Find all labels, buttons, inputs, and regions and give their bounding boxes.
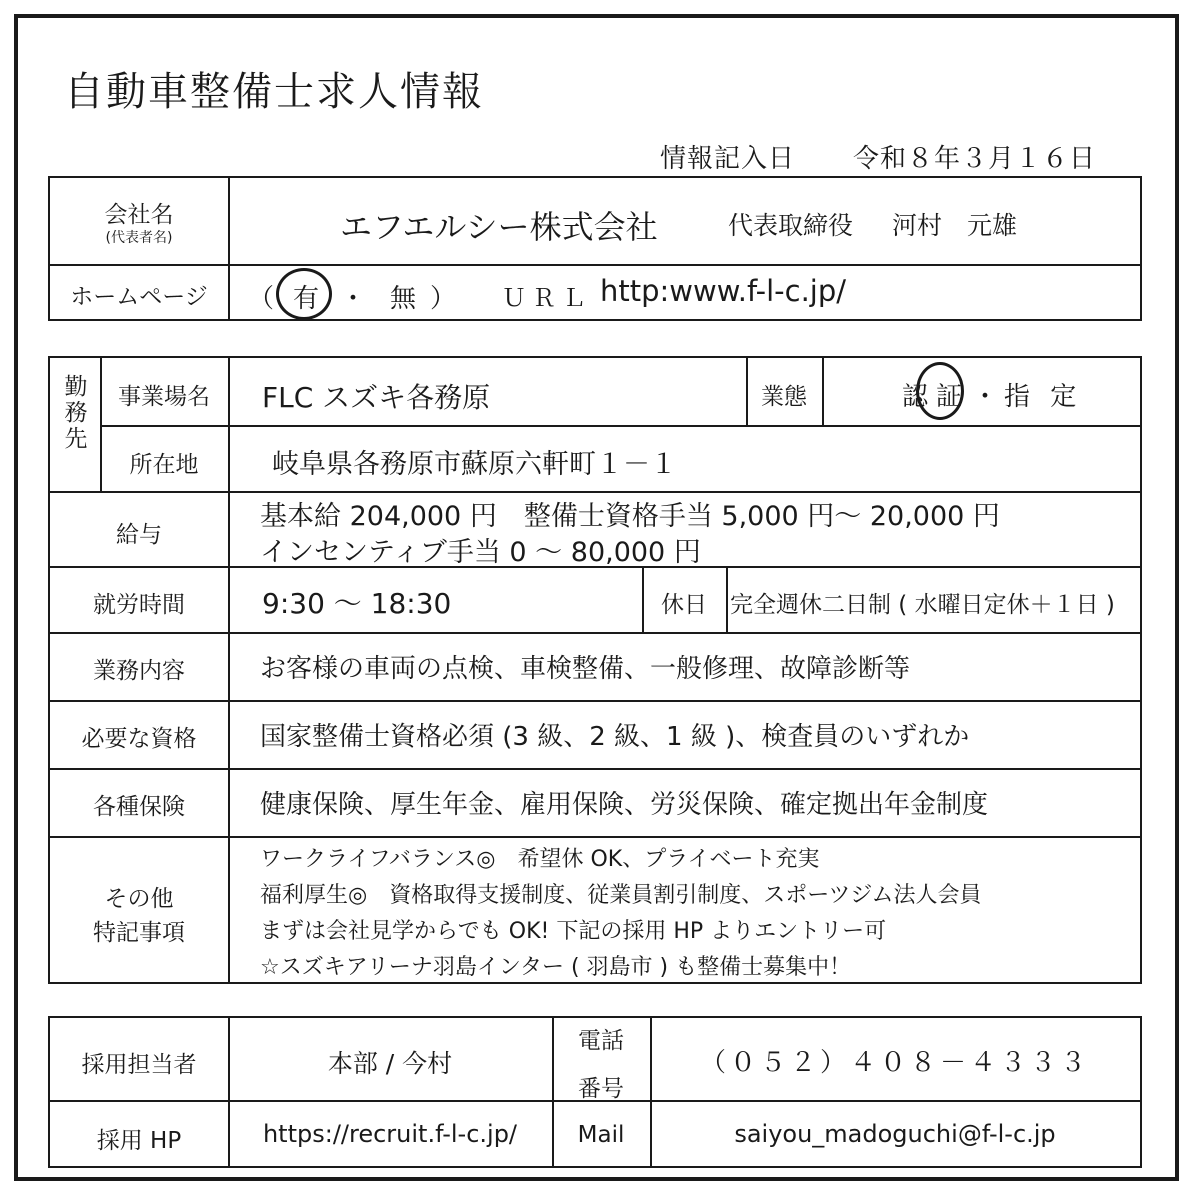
phone-label-line-1: 電話 (578, 1028, 624, 1054)
page-title: 自動車整備士求人情報 (64, 69, 484, 115)
homepage-url[interactable]: http:www.f-l-c.jp/ (600, 274, 847, 308)
qualification-label: 必要な資格 (81, 726, 197, 752)
selected-circle-mark (916, 362, 964, 420)
business-type-designated: 指 定 (1004, 382, 1083, 412)
company-name-sublabel: (代表者名) (105, 230, 173, 246)
notes-label-line-2: 特記事項 (93, 920, 185, 946)
entry-date-label: 情報記入日 (660, 144, 796, 174)
contact-table (48, 1016, 1142, 1168)
working-hours: 9:30 ～ 18:30 (262, 587, 452, 620)
phone-number[interactable]: （０５２）４０８－４３３３ (699, 1048, 1090, 1078)
salary-line-1: 基本給 204,000 円 整備士資格手当 5,000 円～ 20,000 円 (260, 501, 1000, 532)
holiday-label: 休日 (661, 592, 707, 618)
entry-date-value: 令和８年３月１６日 (853, 144, 1097, 174)
office-name: FLC スズキ各務原 (262, 381, 491, 414)
company-name: エフエルシー株式会社 (340, 208, 658, 246)
note-line: ワークライフバランス◎ 希望休 OK、プライベート充実 (260, 847, 820, 872)
duties-label: 業務内容 (93, 658, 185, 684)
mail-address[interactable]: saiyou_madoguchi@f-l-c.jp (734, 1120, 1056, 1148)
address-label: 所在地 (129, 452, 199, 478)
recruit-hp-label: 採用 HP (96, 1128, 182, 1154)
company-table (48, 176, 1142, 321)
representative-name: 河村 元雄 (892, 211, 1018, 240)
workplace-group-label: 勤務先 (64, 374, 88, 452)
selected-circle-mark (276, 268, 332, 320)
phone-label-line-2: 番号 (578, 1076, 624, 1102)
salary-line-2: インセンティブ手当 0 ～ 80,000 円 (260, 537, 701, 568)
duties: お客様の車両の点検、車検整備、一般修理、故障診断等 (260, 654, 911, 684)
insurance: 健康保険、厚生年金、雇用保険、労災保険、確定拠出年金制度 (260, 790, 989, 820)
office-label: 事業場名 (118, 384, 210, 410)
salary-label: 給与 (116, 522, 162, 548)
insurance-label: 各種保険 (93, 794, 185, 820)
business-type-certified-2: 証 (936, 382, 963, 412)
entry-date (660, 138, 1096, 175)
company-name-label: 会社名 (104, 202, 174, 228)
homepage-dot: ・ (340, 284, 367, 314)
recruiter: 本部 / 今村 (327, 1049, 453, 1078)
mail-label: Mail (577, 1122, 625, 1148)
homepage-yes: 有 (293, 284, 320, 314)
notes-label-line-1: その他 (104, 886, 174, 912)
address: 岐阜県各務原市蘇原六軒町１－１ (272, 449, 677, 480)
homepage-label: ホームページ (70, 284, 208, 310)
note-line: 福利厚生◎ 資格取得支援制度、従業員割引制度、スポーツジム法人会員 (260, 883, 982, 908)
recruit-hp-url[interactable]: https://recruit.f-l-c.jp/ (262, 1120, 518, 1148)
homepage-close-paren: ） (430, 284, 457, 314)
homepage-open-paren: （ (248, 284, 275, 314)
note-line: まずは会社見学からでも OK! 下記の採用 HP よりエントリー可 (260, 919, 887, 944)
business-type-dot: ・ (972, 382, 999, 412)
representative-title: 代表取締役 (728, 211, 854, 240)
qualification: 国家整備士資格必須 (3 級、2 級、1 級 )、検査員のいずれか (260, 722, 970, 752)
url-label: ＵＲＬ (502, 284, 592, 312)
homepage-no: 無 (390, 284, 417, 314)
job-details-table (48, 356, 1142, 984)
business-type-label: 業態 (761, 384, 807, 410)
note-line: ☆スズキアリーナ羽島インター ( 羽島市 ) も整備士募集中！ (260, 955, 852, 980)
hours-label: 就労時間 (93, 592, 185, 618)
recruiter-label: 採用担当者 (81, 1052, 197, 1078)
business-type-certified: 認 (902, 382, 929, 412)
holiday: 完全週休二日制 ( 水曜日定休＋１日 ) (730, 592, 1115, 618)
